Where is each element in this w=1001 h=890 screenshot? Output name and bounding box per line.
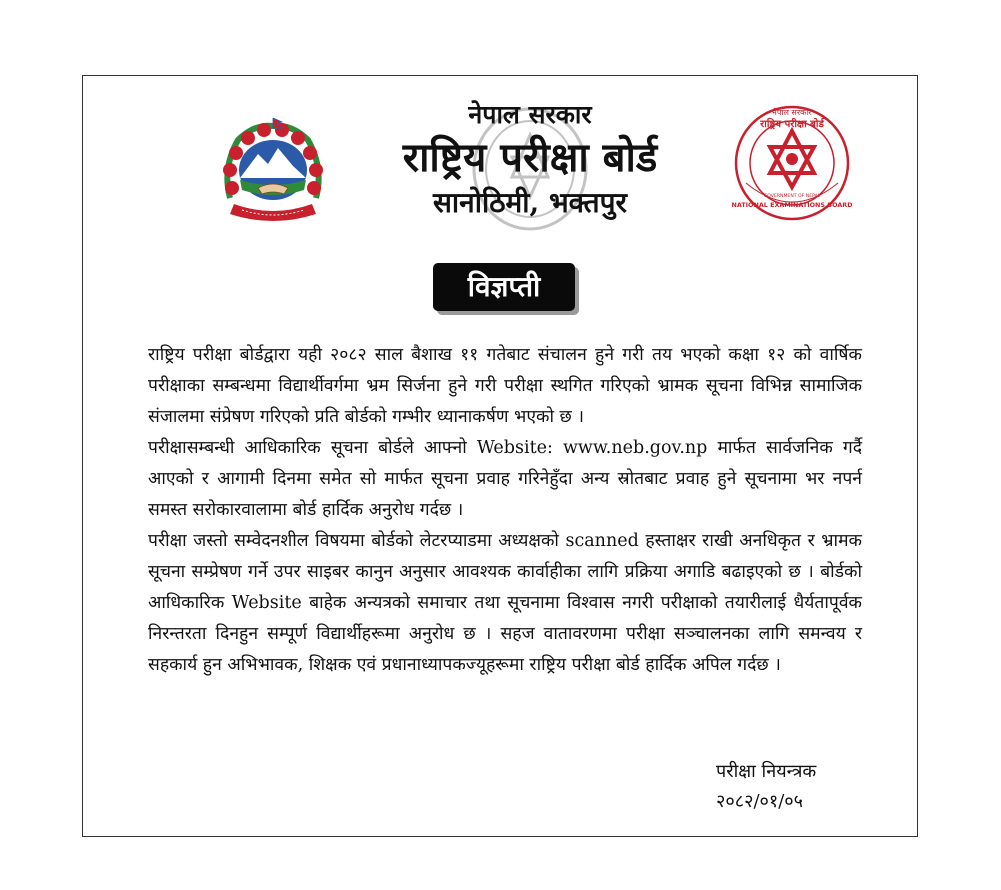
board-address: सानोठिमी, भक्तपुर bbox=[433, 186, 627, 219]
government-name: नेपाल सरकार bbox=[468, 100, 592, 129]
logo-ring-text: NATIONAL EXAMINATIONS BOARD bbox=[732, 201, 852, 209]
board-name: राष्ट्रिय परीक्षा बोर्ड bbox=[402, 134, 658, 181]
notice-body bbox=[148, 340, 862, 681]
notice-title-box bbox=[433, 263, 579, 315]
logo-top-text: नेपाल सरकार bbox=[772, 108, 812, 117]
logo-inner-text: GOVERNMENT OF NEPAL bbox=[763, 194, 821, 199]
notice-date: २०८२/०१/०५ bbox=[716, 791, 804, 812]
logo-sub-text: राष्ट्रिय परीक्षा बोर्ड bbox=[760, 119, 824, 130]
body-paragraph-1: राष्ट्रिय परीक्षा बोर्डद्वारा यही २०८२ साल बैशाख ११ गतेबाट संचालन हुने गरी तय भएको कक्षा १२ को वार्षिक परीक्षाका सम्बन्धमा विद्यार्थीवर्गमा भ्रम सिर्जना हुने गरी परीक्षा स्थगित गरिएको भ्रामक सूचना विभिन्न सामाजिक संजालमा संप्रेषण गरिएको प्रति बोर्डको गम्भीर ध्यानाकर्षण भएको छ । bbox=[148, 345, 862, 427]
neb-logo-icon bbox=[732, 103, 852, 223]
letterhead bbox=[330, 98, 730, 222]
notice-title: विज्ञप्ती bbox=[433, 263, 575, 311]
body-paragraph-3: परीक्षा जस्तो सम्वेदनशील विषयमा बोर्डको लेटरप्याडमा अध्यक्षको scanned हस्ताक्षर राखी अनधिकृत र भ्रामक सूचना सम्प्रेषण गर्ने उपर साइबर कानुन अनुसार आवश्यक कार्वाहीका लागि प्रक्रिया अगाडि बढाइएको छ । बोर्डको आधिकारिक Website बाहेक अन्यत्रको समाचार तथा सूचनामा विश्वास नगरी परीक्षाको तयारीलाई धैर्यतापूर्वक निरन्तरता दिनहुन सम्पूर्ण विद्यार्थीहरूमा अनुरोध छ । सहज वातावरणमा परीक्षा सञ्चालनका लागि समन्वय र सहकार्य हुन अभिभावक, शिक्षक एवं प्रधानाध्यापकज्यूहरूमा राष्ट्रिय परीक्षा बोर्ड हार्दिक अपिल गर्दछ । bbox=[148, 531, 862, 675]
signature-block bbox=[716, 757, 866, 817]
signatory-designation: परीक्षा नियन्त्रक bbox=[716, 761, 817, 782]
nepal-coat-of-arms-icon bbox=[218, 118, 328, 226]
body-paragraph-2: परीक्षासम्बन्धी आधिकारिक सूचना बोर्डले आफ्नो Website: www.neb.gov.np मार्फत सार्वजनिक गर्दै आएको र आगामी दिनमा समेत सो मार्फत सूचना प्रवाह गरिनेहुँदा अन्य स्रोतबाट प्रवाह हुने सूचनामा भर नपर्न समस्त सरोकारवालामा बोर्ड हार्दिक अनुरोध गर्दछ । bbox=[148, 438, 862, 520]
